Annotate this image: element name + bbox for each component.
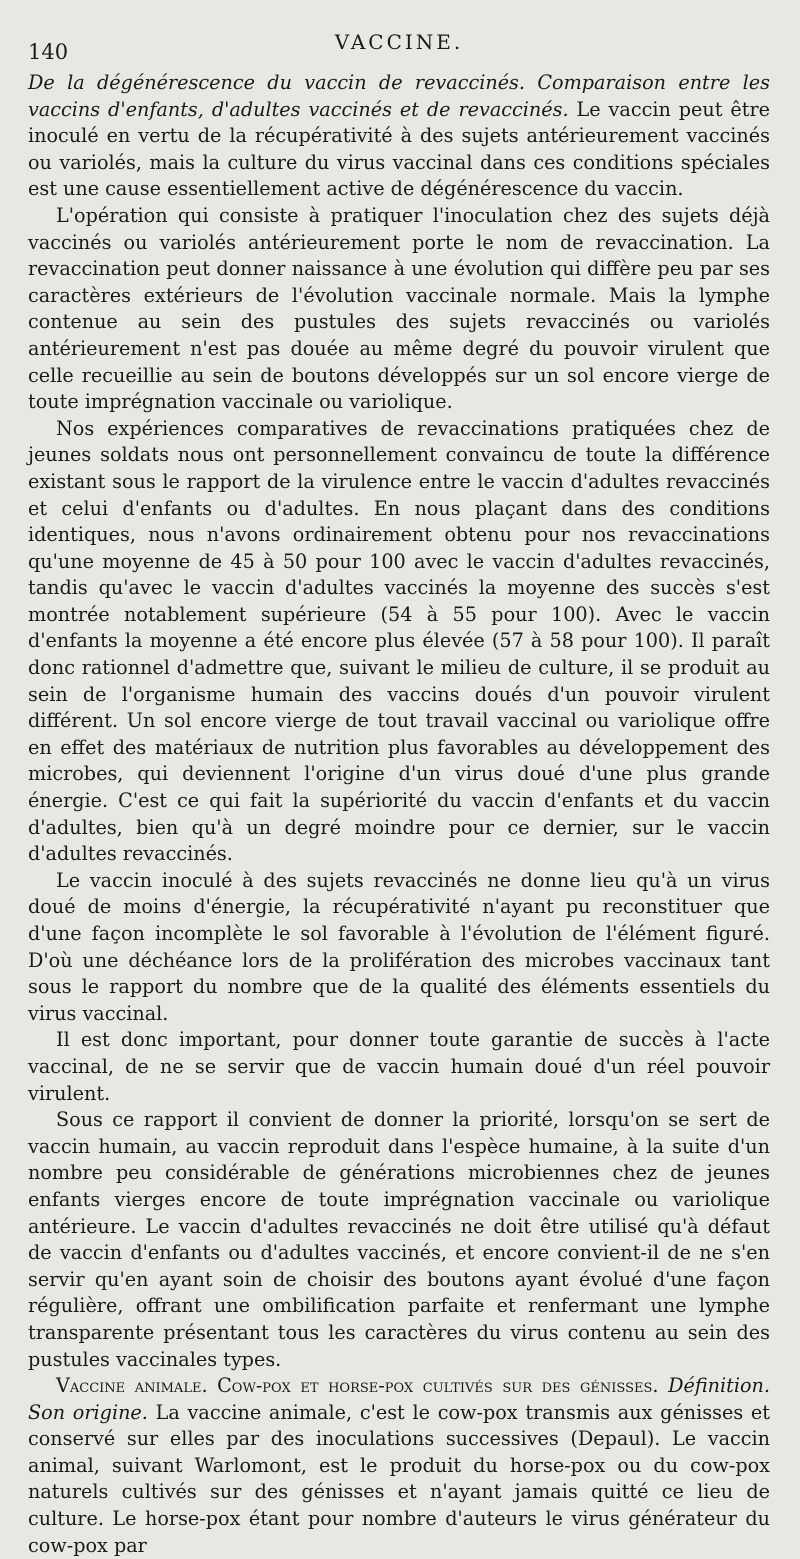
paragraph-text: Nos expériences comparatives de revaccinations pratiquées chez de jeunes soldats nous ont personnellement convaincu de toute la différence existant sous le rapport de la virulence entre le vaccin d'adultes revaccinés et celui d'enfants ou d'adultes. En nous plaçant dans des conditions identiques, nous n'avons ordinairement obtenu pour nos revaccinations qu'une moyenne de 45 à 50 pour 100 avec le vaccin d'adultes revaccinés, tandis qu'avec le vaccin d'adultes vaccinés la moyenne des succès s'est montrée notablement supérieure (54 à 55 pour 100). Avec le vaccin d'enfants la moyenne a été encore plus élevée (57 à 58 pour 100). Il paraît donc rationnel d'admettre que, suivant le milieu de culture, il se produit au sein de l'organisme humain des vaccins doués d'un pouvoir virulent différent. Un sol encore vierge de tout travail vaccinal ou variolique offre en effet des matériaux de nutrition plus favorables au développement des microbes, qui deviennent l'origine d'un virus doué d'une plus grande énergie. C'est ce qui fait la supériorité du vaccin d'enfants et du vaccin d'adultes, bien qu'à un degré moindre pour ce dernier, sur le vaccin d'adultes revaccinés. — [28, 416, 770, 866]
paragraph-text: Il est donc important, pour donner toute garantie de succès à l'acte vaccinal, de ne se servir que de vaccin humain doué d'un réel pouvoir virulent. — [28, 1028, 770, 1105]
paragraph-priority — [28, 1107, 770, 1373]
running-head — [28, 28, 770, 64]
paragraph-experiments — [28, 416, 770, 868]
paragraph-text: Le vaccin inoculé à des sujets revaccinés ne donne lieu qu'à un virus doué de moins d'énergie, la récupérativité n'ayant pu reconstituer que d'une façon incomplète le sol favorable à l'évolution de l'élément figuré. D'où une déchéance lors de la prolifération des microbes vaccinaux tant sous le rapport du nombre que de la qualité des éléments essentiels du virus vaccinal. — [28, 868, 770, 1025]
paragraph-text: L'opération qui consiste à pratiquer l'inoculation chez des sujets déjà vaccinés ou variolés antérieurement porte le nom de revaccination. La revaccination peut donner naissance à une évolution qui diffère peu par ses caractères extérieurs de l'évolution vaccinale normale. Mais la lymphe contenue au sein des pustules des sujets revaccinés ou variolés antérieurement n'est pas douée au même degré du pouvoir virulent que celle recueillie au sein de boutons développés sur un sol encore vierge de toute imprégnation vaccinale ou variolique. — [28, 203, 770, 414]
paragraph-animal-vaccine — [28, 1373, 770, 1559]
paragraph-text: La vaccine animale, c'est le cow-pox transmis aux génisses et conservé sur elles par des inoculations successives (Depaul). Le vaccin animal, suivant Warlomont, est le produit du horse-pox ou du cow-pox naturels cultivés sur des génisses et n'ayant jamais quitté ce lieu de culture. Le horse-pox étant pour nombre d'auteurs le virus générateur du cow-pox par — [28, 1400, 770, 1557]
paragraph-degeneration — [28, 70, 770, 203]
paragraph-text: Sous ce rapport il convient de donner la priorité, lorsqu'on se sert de vaccin humain, au vaccin reproduit dans l'espèce humaine, à la suite d'un nombre peu considérable de générations microbiennes chez de jeunes enfants vierges encore de toute imprégnation vaccinale ou variolique antérieure. Le vaccin d'adultes revaccinés ne doit être utilisé qu'à défaut de vaccin d'enfants ou d'adultes vaccinés, et encore convient-il de ne s'en servir qu'en ayant soin de choisir des boutons ayant évolué d'une façon régulière, offrant une ombilification parfaite et renfermant une lymphe transparente présentant tous les caractères du virus contenu au sein des pustules vaccinales types. — [28, 1108, 770, 1371]
page-number: 140 — [28, 40, 69, 64]
running-title: VACCINE. — [334, 30, 464, 54]
section-heading-degeneration: De la dégénérescence du vaccin de revaccinés. Comparaison entre les vaccins d'enfants, d'adultes vaccinés et de revaccinés. — [28, 71, 770, 121]
section-heading-animal-vaccine: Vaccine animale. Cow-pox et horse-pox cultivés sur des génisses. — [56, 1374, 659, 1398]
paragraph-importance — [28, 1027, 770, 1107]
paragraph-lesser-energy — [28, 868, 770, 1028]
body-text — [28, 70, 770, 1559]
paragraph-text: Le vaccin peut être inoculé en vertu de la récupérativité à des sujets antérieurement vaccinés ou variolés, mais la culture du virus vaccinal dans ces conditions spéciales est une cause essentiellement active de dégénérescence du vaccin. — [28, 97, 771, 201]
paragraph-revaccination — [28, 203, 770, 416]
subheading-definition: Définition. Son origine. — [28, 1374, 770, 1424]
